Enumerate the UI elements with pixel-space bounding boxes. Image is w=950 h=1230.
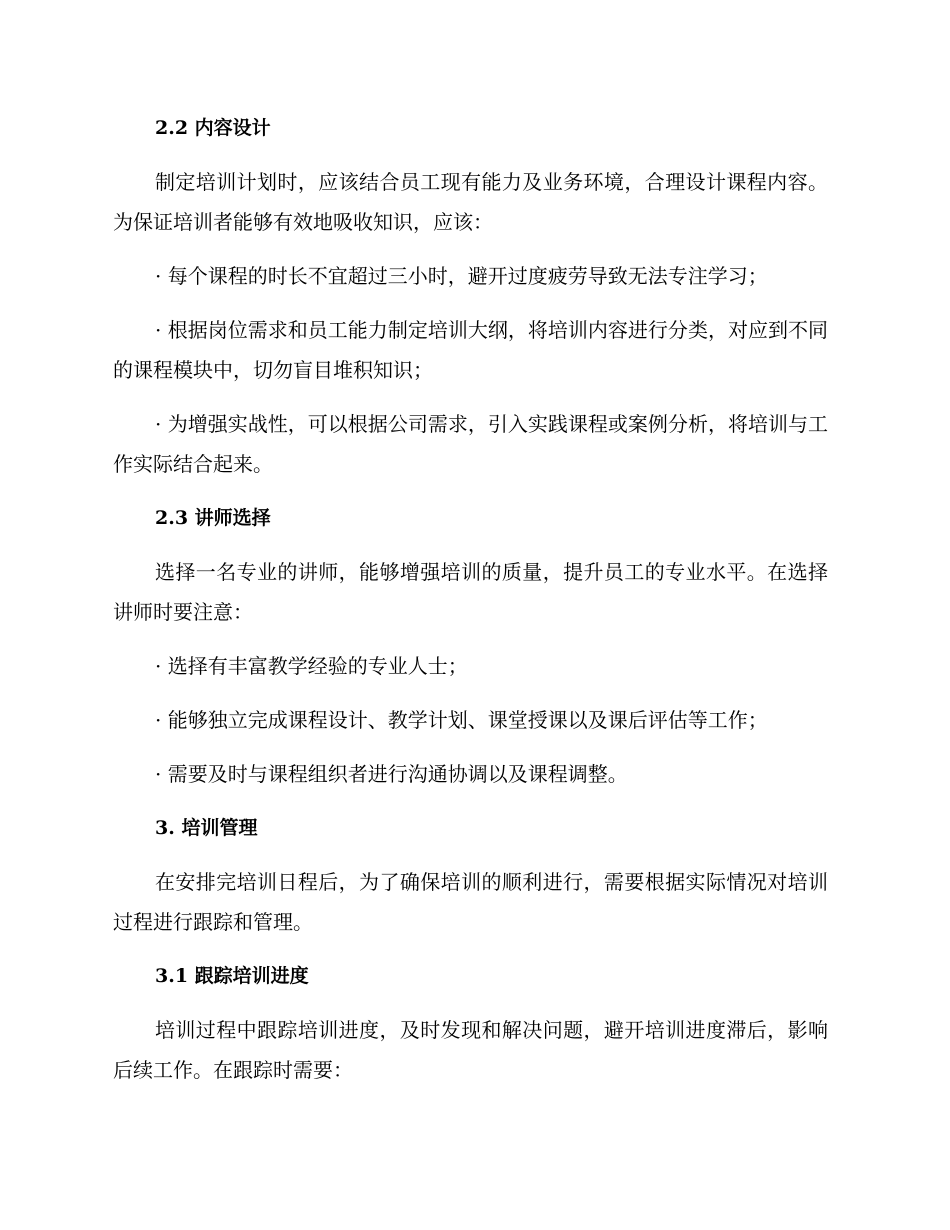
section-2-2-intro: 制定培训计划时，应该结合员工现有能力及业务环境，合理设计课程内容。为保证培训者能够有效地吸收知识，应该： [113,170,828,234]
section-2-2-bullet-3: · 为增强实战性，可以根据公司需求，引入实践课程或案例分析，将培训与工作实际结合起来。 [113,412,828,476]
document-body [113,108,828,1104]
section-heading-3-1: 3.1 跟踪培训进度 [155,965,309,987]
section-2-2-bullet-1: · 每个课程的时长不宜超过三小时，避开过度疲劳导致无法专注学习； [155,264,768,288]
section-2-3-bullet-1: · 选择有丰富教学经验的专业人士； [155,654,468,678]
section-heading-3: 3. 培训管理 [155,817,258,839]
section-heading-2-3: 2.3 讲师选择 [155,507,271,529]
section-3-intro: 在安排完培训日程后，为了确保培训的顺利进行，需要根据实际情况对培训过程进行跟踪和管理。 [113,870,828,934]
section-2-3-bullet-2: · 能够独立完成课程设计、教学计划、课堂授课以及课后评估等工作； [155,708,768,732]
section-heading-2-2: 2.2 内容设计 [155,117,271,139]
section-3-1-intro: 培训过程中跟踪培训进度，及时发现和解决问题，避开培训进度滞后，影响后续工作。在跟踪时需要： [113,1018,828,1082]
section-2-2-bullet-2: · 根据岗位需求和员工能力制定培训大纲，将培训内容进行分类，对应到不同的课程模块中，切勿盲目堆积知识； [113,318,828,382]
section-2-3-bullet-3: · 需要及时与课程组织者进行沟通协调以及课程调整。 [155,762,628,786]
section-2-3-intro: 选择一名专业的讲师，能够增强培训的质量，提升员工的专业水平。在选择讲师时要注意： [113,560,828,624]
